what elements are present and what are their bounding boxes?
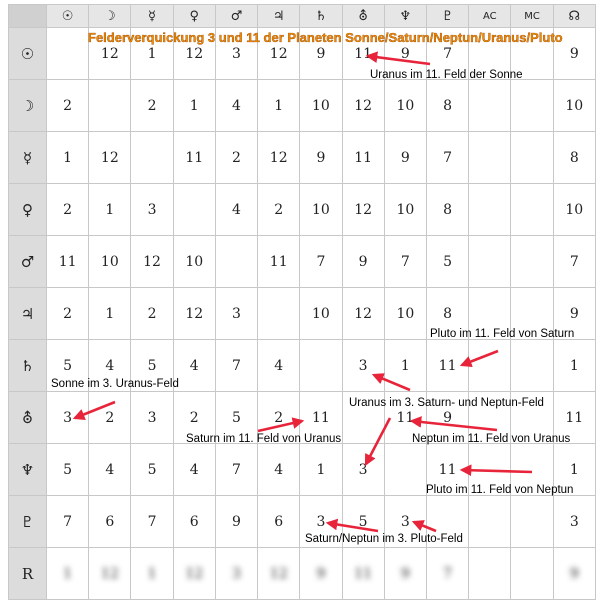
- cell-mercury-ac: [469, 132, 511, 184]
- cell-sun-venus: 12: [173, 28, 215, 80]
- table-row-mercury: [9, 132, 596, 184]
- table-row-r: [9, 548, 596, 600]
- cell-neptune-node: 1: [553, 444, 595, 496]
- table-row-sun: [9, 28, 596, 80]
- cell-saturn-sun: 5: [47, 340, 89, 392]
- note-uranus-sun: Uranus im 11. Feld der Sonne: [370, 69, 523, 81]
- cell-sun-mc: [511, 28, 553, 80]
- cell-venus-moon: 1: [89, 184, 131, 236]
- cell-venus-pluto: 8: [426, 184, 468, 236]
- cell-sun-mercury: 1: [131, 28, 173, 80]
- cell-mars-moon: 10: [89, 236, 131, 288]
- cell-uranus-mars: 5: [215, 392, 257, 444]
- cell-venus-mc: [511, 184, 553, 236]
- cell-mars-jupiter: 11: [258, 236, 300, 288]
- cell-pluto-mc: [511, 496, 553, 548]
- cell-mars-sun: 11: [47, 236, 89, 288]
- cell-uranus-saturn: 11: [300, 392, 342, 444]
- note-sun-uranus: Sonne im 3. Uranus-Feld: [51, 378, 179, 390]
- cell-mars-pluto: 5: [426, 236, 468, 288]
- cell-jupiter-ac: [469, 288, 511, 340]
- cell-moon-neptune: 10: [384, 80, 426, 132]
- cell-saturn-jupiter: 4: [258, 340, 300, 392]
- cell-neptune-jupiter: 4: [258, 444, 300, 496]
- cell-r-pluto: 7: [426, 548, 468, 600]
- cell-uranus-neptune: 11: [384, 392, 426, 444]
- col-header-mercury: ☿: [131, 5, 173, 28]
- cell-sun-ac: [469, 28, 511, 80]
- cell-mercury-moon: 12: [89, 132, 131, 184]
- cell-venus-uranus: 12: [342, 184, 384, 236]
- cell-moon-node: 10: [553, 80, 595, 132]
- cell-sun-uranus: 11: [342, 28, 384, 80]
- cell-mars-uranus: 9: [342, 236, 384, 288]
- row-header-neptune: ♆: [9, 444, 47, 496]
- cell-mercury-neptune: 9: [384, 132, 426, 184]
- cell-neptune-pluto: 11: [426, 444, 468, 496]
- cell-jupiter-jupiter: [258, 288, 300, 340]
- cell-jupiter-node: 9: [553, 288, 595, 340]
- header-row: [9, 5, 596, 28]
- cell-pluto-node: 3: [553, 496, 595, 548]
- col-header-venus: ♀: [173, 5, 215, 28]
- cell-sun-node: 9: [553, 28, 595, 80]
- col-header-uranus: ⛢: [342, 5, 384, 28]
- cell-pluto-ac: [469, 496, 511, 548]
- cell-neptune-saturn: 1: [300, 444, 342, 496]
- cell-pluto-pluto: [426, 496, 468, 548]
- cell-r-mars: 3: [215, 548, 257, 600]
- cell-saturn-pluto: 11: [426, 340, 468, 392]
- corner-cell: [9, 5, 47, 28]
- row-header-mars: ♂: [9, 236, 47, 288]
- note-saturn-uranus: Saturn im 11. Feld von Uranus: [186, 433, 342, 445]
- cell-mercury-mc: [511, 132, 553, 184]
- cell-r-jupiter: 12: [258, 548, 300, 600]
- col-header-jupiter: ♃: [258, 5, 300, 28]
- cell-venus-venus: [173, 184, 215, 236]
- cell-pluto-sun: 7: [47, 496, 89, 548]
- row-header-saturn: ♄: [9, 340, 47, 392]
- cell-neptune-mercury: 5: [131, 444, 173, 496]
- cell-mercury-uranus: 11: [342, 132, 384, 184]
- cell-moon-moon: [89, 80, 131, 132]
- cell-neptune-venus: 4: [173, 444, 215, 496]
- cell-neptune-mars: 7: [215, 444, 257, 496]
- table-body: [9, 28, 596, 600]
- table-row-jupiter: [9, 288, 596, 340]
- cell-r-ac: [469, 548, 511, 600]
- row-header-uranus: ⛢: [9, 392, 47, 444]
- table-row-uranus: [9, 392, 596, 444]
- cell-r-saturn: 9: [300, 548, 342, 600]
- cell-venus-sun: 2: [47, 184, 89, 236]
- row-header-moon: ☽: [9, 80, 47, 132]
- cell-saturn-mars: 7: [215, 340, 257, 392]
- cell-mars-node: 7: [553, 236, 595, 288]
- cell-mercury-node: 8: [553, 132, 595, 184]
- cell-mars-mc: [511, 236, 553, 288]
- row-header-mercury: ☿: [9, 132, 47, 184]
- table-row-neptune: [9, 444, 596, 496]
- cell-neptune-uranus: 3: [342, 444, 384, 496]
- cell-jupiter-moon: 1: [89, 288, 131, 340]
- cell-venus-node: 10: [553, 184, 595, 236]
- cell-pluto-saturn: 3: [300, 496, 342, 548]
- cell-uranus-pluto: 9: [426, 392, 468, 444]
- cell-pluto-mercury: 7: [131, 496, 173, 548]
- cell-neptune-sun: 5: [47, 444, 89, 496]
- cell-mars-mercury: 12: [131, 236, 173, 288]
- cell-sun-mars: 3: [215, 28, 257, 80]
- cell-moon-venus: 1: [173, 80, 215, 132]
- cell-mercury-jupiter: 12: [258, 132, 300, 184]
- cell-jupiter-neptune: 10: [384, 288, 426, 340]
- cell-venus-saturn: 10: [300, 184, 342, 236]
- cell-sun-moon: 12: [89, 28, 131, 80]
- cell-venus-jupiter: 2: [258, 184, 300, 236]
- cell-uranus-venus: 2: [173, 392, 215, 444]
- col-header-neptune: ♆: [384, 5, 426, 28]
- row-header-sun: ☉: [9, 28, 47, 80]
- cell-pluto-moon: 6: [89, 496, 131, 548]
- cell-r-mc: [511, 548, 553, 600]
- cell-saturn-moon: 4: [89, 340, 131, 392]
- cell-saturn-venus: 4: [173, 340, 215, 392]
- note-pluto-saturn: Pluto im 11. Feld von Saturn: [430, 328, 575, 340]
- col-header-pluto: ♇: [426, 5, 468, 28]
- cell-jupiter-sun: 2: [47, 288, 89, 340]
- cell-mercury-mars: 2: [215, 132, 257, 184]
- cell-sun-jupiter: 12: [258, 28, 300, 80]
- col-header-node: ☊: [553, 5, 595, 28]
- cell-jupiter-mars: 3: [215, 288, 257, 340]
- cell-mars-saturn: 7: [300, 236, 342, 288]
- cell-mercury-pluto: 7: [426, 132, 468, 184]
- table-row-venus: [9, 184, 596, 236]
- note-pluto-neptune: Pluto im 11. Feld von Neptun: [426, 484, 574, 496]
- row-header-pluto: ♇: [9, 496, 47, 548]
- cell-uranus-ac: [469, 392, 511, 444]
- cell-r-sun: 1: [47, 548, 89, 600]
- cell-uranus-uranus: [342, 392, 384, 444]
- cell-jupiter-venus: 12: [173, 288, 215, 340]
- cell-venus-neptune: 10: [384, 184, 426, 236]
- table-row-moon: [9, 80, 596, 132]
- cell-sun-sun: [47, 28, 89, 80]
- cell-moon-ac: [469, 80, 511, 132]
- cell-r-moon: 12: [89, 548, 131, 600]
- aspect-table: [8, 4, 596, 600]
- row-header-venus: ♀: [9, 184, 47, 236]
- col-header-ac: AC: [469, 5, 511, 28]
- cell-saturn-node: 1: [553, 340, 595, 392]
- cell-saturn-mercury: 5: [131, 340, 173, 392]
- table-row-pluto: [9, 496, 596, 548]
- cell-r-mercury: 1: [131, 548, 173, 600]
- cell-r-neptune: 9: [384, 548, 426, 600]
- cell-sun-pluto: 7: [426, 28, 468, 80]
- cell-pluto-mars: 9: [215, 496, 257, 548]
- cell-pluto-uranus: 5: [342, 496, 384, 548]
- cell-mercury-saturn: 9: [300, 132, 342, 184]
- cell-uranus-sun: 3: [47, 392, 89, 444]
- cell-uranus-mc: [511, 392, 553, 444]
- cell-neptune-neptune: [384, 444, 426, 496]
- cell-uranus-jupiter: 2: [258, 392, 300, 444]
- cell-neptune-moon: 4: [89, 444, 131, 496]
- cell-uranus-moon: 2: [89, 392, 131, 444]
- cell-jupiter-uranus: 12: [342, 288, 384, 340]
- cell-moon-mars: 4: [215, 80, 257, 132]
- cell-moon-uranus: 12: [342, 80, 384, 132]
- cell-sun-neptune: 9: [384, 28, 426, 80]
- col-header-saturn: ♄: [300, 5, 342, 28]
- diagram-title: Felderverquickung 3 und 11 der Planeten Sonne/Saturn/Neptun/Uranus/Pluto: [88, 30, 563, 45]
- note-saturn-neptune-pluto: Saturn/Neptun im 3. Pluto-Feld: [305, 533, 463, 545]
- table-row-saturn: [9, 340, 596, 392]
- cell-neptune-mc: [511, 444, 553, 496]
- cell-mercury-venus: 11: [173, 132, 215, 184]
- cell-venus-mars: 4: [215, 184, 257, 236]
- cell-mars-venus: 10: [173, 236, 215, 288]
- note-neptune-uranus: Neptun im 11. Feld von Uranus: [412, 433, 571, 445]
- col-header-sun: ☉: [47, 5, 89, 28]
- cell-jupiter-pluto: 8: [426, 288, 468, 340]
- cell-sun-saturn: 9: [300, 28, 342, 80]
- row-header-r: R: [9, 548, 47, 600]
- cell-saturn-saturn: [300, 340, 342, 392]
- col-header-mc: MC: [511, 5, 553, 28]
- cell-saturn-mc: [511, 340, 553, 392]
- cell-moon-pluto: 8: [426, 80, 468, 132]
- cell-pluto-neptune: 3: [384, 496, 426, 548]
- table-row-mars: [9, 236, 596, 288]
- cell-saturn-ac: [469, 340, 511, 392]
- cell-moon-sun: 2: [47, 80, 89, 132]
- row-header-jupiter: ♃: [9, 288, 47, 340]
- cell-mars-mars: [215, 236, 257, 288]
- cell-uranus-mercury: 3: [131, 392, 173, 444]
- cell-jupiter-mc: [511, 288, 553, 340]
- cell-uranus-node: 11: [553, 392, 595, 444]
- cell-mercury-sun: 1: [47, 132, 89, 184]
- cell-r-uranus: 11: [342, 548, 384, 600]
- cell-jupiter-saturn: 10: [300, 288, 342, 340]
- cell-neptune-ac: [469, 444, 511, 496]
- cell-jupiter-mercury: 2: [131, 288, 173, 340]
- cell-saturn-neptune: 1: [384, 340, 426, 392]
- cell-venus-mercury: 3: [131, 184, 173, 236]
- note-uranus-saturn-neptune: Uranus im 3. Saturn- und Neptun-Feld: [349, 397, 544, 409]
- cell-r-node: 9: [553, 548, 595, 600]
- cell-r-venus: 12: [173, 548, 215, 600]
- cell-saturn-uranus: 3: [342, 340, 384, 392]
- col-header-mars: ♂: [215, 5, 257, 28]
- cell-moon-jupiter: 1: [258, 80, 300, 132]
- cell-mars-neptune: 7: [384, 236, 426, 288]
- cell-pluto-venus: 6: [173, 496, 215, 548]
- cell-mars-ac: [469, 236, 511, 288]
- cell-moon-mc: [511, 80, 553, 132]
- cell-mercury-mercury: [131, 132, 173, 184]
- cell-venus-ac: [469, 184, 511, 236]
- col-header-moon: ☽: [89, 5, 131, 28]
- cell-pluto-jupiter: 6: [258, 496, 300, 548]
- cell-moon-saturn: 10: [300, 80, 342, 132]
- cell-moon-mercury: 2: [131, 80, 173, 132]
